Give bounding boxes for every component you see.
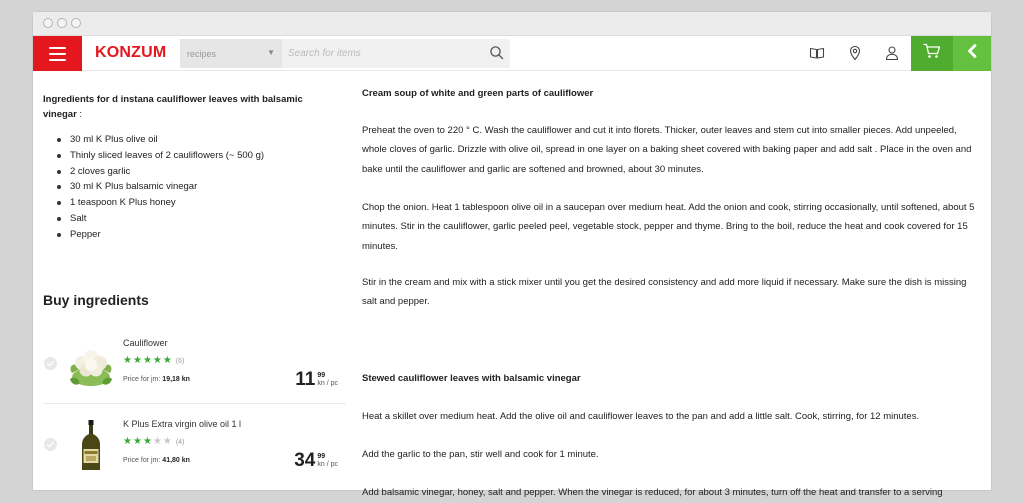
- product-rating: [123, 437, 184, 447]
- product-price: [294, 451, 338, 471]
- ingredient-item: 1 teaspoon K Plus honey: [57, 195, 264, 211]
- window-titlebar: [33, 12, 991, 36]
- article-paragraph: Chop the onion. Heat 1 tablespoon olive oil in a saucepan over medium heat. Add the onion and cook, stirring occasionally, until softened, about 5 minutes. Stir in the cauliflower, garlic peeled peel, vegetable stock, pepper and thyme. Bring to the boil, reduce the heat and cook covered for 15 minutes.: [362, 202, 975, 252]
- section-title: Stewed cauliflower leaves with balsamic vinegar: [362, 373, 581, 384]
- window-maximize-dot[interactable]: [71, 18, 81, 28]
- search-bar: [180, 39, 510, 68]
- buy-ingredients-heading: Buy ingredients: [43, 292, 149, 308]
- star-icon: ★: [132, 355, 142, 366]
- rating-count: (6): [175, 357, 185, 365]
- star-icon: ★: [162, 436, 172, 447]
- section-title: Cream soup of white and green parts of cauliflower: [362, 88, 594, 99]
- recipe-article: [362, 71, 987, 498]
- article-paragraph: Add balsamic vinegar, honey, salt and pepper. When the vinegar is reduced, for about 3 minutes, turn off the heat and transfer to a serving: [362, 487, 943, 498]
- star-icon: ★: [132, 436, 142, 447]
- window-close-dot[interactable]: [43, 18, 53, 28]
- article-paragraph: Preheat the oven to 220 ° C. Wash the cauliflower and cut it into florets. Thicker, outer leaves and stem cut into smaller pieces. Add unpeeled, whole cloves of garlic. Drizzle with olive oil, spread in one layer on a baking sheet covered with baking paper and add salt . Place in the oven and bake until the cauliflower and garlic are softened and browned, about 30 minutes.: [362, 125, 972, 175]
- price-integer: 11: [295, 369, 316, 390]
- price-integer: 34: [294, 450, 316, 471]
- price-decimal: 99: [317, 453, 326, 460]
- unit-price: Price for jm: 19,18 kn: [123, 376, 190, 383]
- search-icon[interactable]: [489, 45, 504, 65]
- ingredient-item: 30 ml K Plus olive oil: [57, 132, 264, 148]
- ingredient-item: Pepper: [57, 227, 264, 243]
- article-paragraph: Heat a skillet over medium heat. Add the olive oil and cauliflower leaves to the pan and add a little salt. Cook, stirring, for 12 minutes.: [362, 411, 920, 422]
- cauliflower-image[interactable]: [65, 339, 117, 389]
- browser-window: [33, 12, 991, 498]
- cart-button[interactable]: [911, 36, 953, 71]
- user-icon[interactable]: [884, 45, 900, 66]
- article-paragraph: Add the garlic to the pan, stir well and cook for 1 minute.: [362, 449, 599, 460]
- star-icon: ★: [142, 355, 152, 366]
- product-card[interactable]: [43, 335, 346, 404]
- product-price: [295, 370, 338, 390]
- search-category-value: recipes: [187, 49, 217, 59]
- unit-price: Price for jm: 41,80 kn: [123, 457, 190, 464]
- ingredient-item: Thinly sliced leaves of 2 cauliflowers (~ 500 g): [57, 148, 264, 164]
- menu-icon: [49, 47, 66, 49]
- product-rating: [123, 356, 184, 366]
- cart-icon: [923, 43, 941, 64]
- ingredients-list: [57, 132, 264, 243]
- star-icon: ★: [142, 436, 152, 447]
- window-minimize-dot[interactable]: [57, 18, 67, 28]
- price-decimal: 99: [317, 372, 326, 379]
- chevron-down-icon: ▼: [267, 48, 275, 57]
- price-unit: kn / pc: [317, 380, 338, 387]
- menu-button[interactable]: [33, 36, 82, 71]
- product-card[interactable]: [43, 416, 346, 485]
- collapse-panel-button[interactable]: [953, 36, 991, 71]
- chevron-left-icon: [966, 44, 978, 63]
- site-header: [33, 36, 991, 71]
- star-icon: ★: [123, 355, 132, 366]
- article-paragraph: Stir in the cream and mix with a stick mixer until you get the desired consistency and add more liquid if necessary. Make sure the dish is missing salt and pepper.: [362, 277, 967, 308]
- price-unit: kn / pc: [317, 461, 338, 468]
- ingredients-panel: [43, 71, 346, 490]
- ingredient-item: Salt: [57, 211, 264, 227]
- search-category-select[interactable]: [180, 39, 282, 68]
- ingredients-title: Ingredients for d instana cauliflower leaves with balsamic vinegar :: [43, 94, 303, 120]
- ingredient-item: 2 cloves garlic: [57, 164, 264, 180]
- star-icon: ★: [162, 355, 172, 366]
- location-pin-icon[interactable]: [847, 45, 863, 66]
- star-icon: ★: [123, 436, 132, 447]
- product-name[interactable]: Cauliflower: [123, 338, 168, 348]
- select-checkbox[interactable]: [44, 438, 57, 451]
- select-checkbox[interactable]: [44, 357, 57, 370]
- ingredient-item: 30 ml K Plus balsamic vinegar: [57, 179, 264, 195]
- rating-count: (4): [175, 438, 185, 446]
- book-icon[interactable]: [809, 45, 825, 66]
- search-input[interactable]: [284, 39, 480, 68]
- site-logo[interactable]: KONZUM: [95, 44, 167, 61]
- product-name[interactable]: K Plus Extra virgin olive oil 1 l: [123, 419, 242, 429]
- star-icon: ★: [152, 436, 162, 447]
- star-icon: ★: [152, 355, 162, 366]
- olive-oil-bottle-image[interactable]: [65, 420, 117, 470]
